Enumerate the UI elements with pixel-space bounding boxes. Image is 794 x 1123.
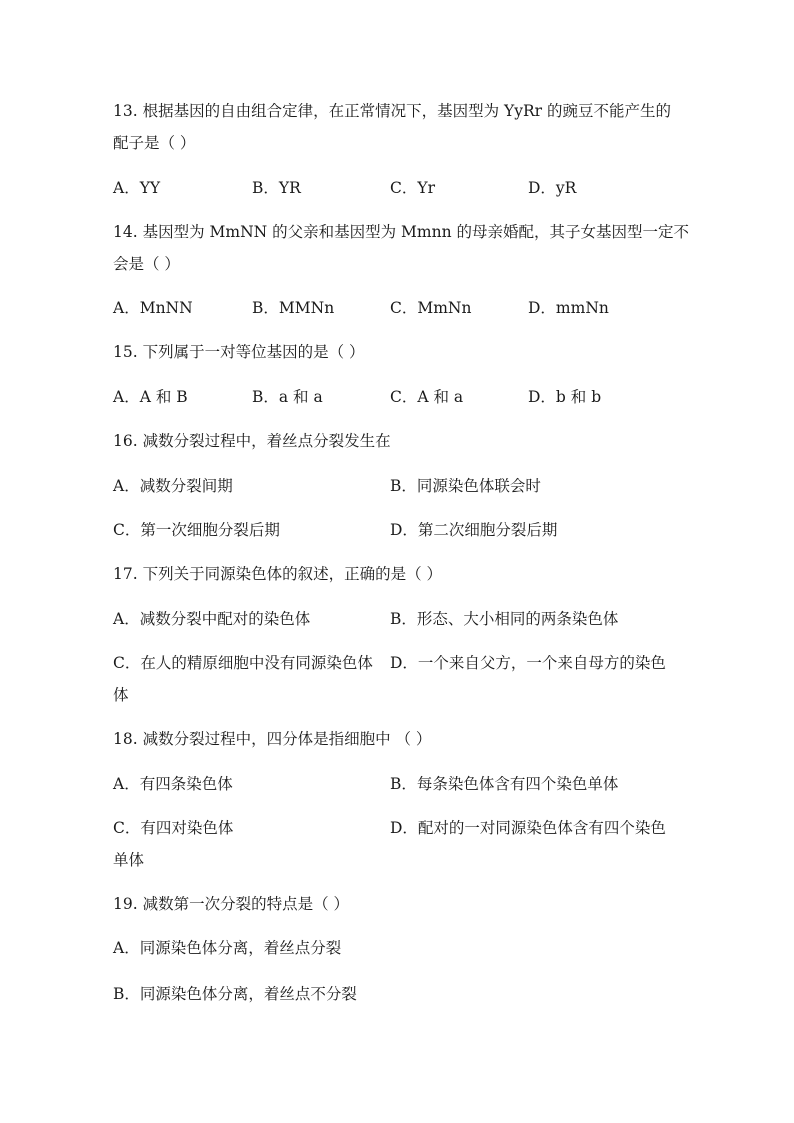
question-14-stem-line1: 14. 基因型为 MmNN 的父亲和基因型为 Mmnn 的母亲婚配，其子女基因型一定不	[113, 223, 690, 241]
question-16-option-b: B．同源染色体联会时	[390, 477, 541, 495]
question-18-option-a: A．有四条染色体	[113, 775, 233, 793]
question-18-option-b: B．每条染色体含有四个染色单体	[390, 775, 619, 793]
question-13-option-c: C．Yr	[390, 179, 436, 197]
question-16-option-d: D．第二次细胞分裂后期	[390, 521, 558, 539]
question-14-option-b: B．MMNn	[252, 299, 335, 317]
question-13-option-d: D．yR	[528, 179, 577, 197]
question-17-option-d-wrap: 体	[113, 686, 129, 704]
question-19-option-a: A．同源染色体分离，着丝点分裂	[113, 939, 342, 957]
question-15-stem: 15. 下列属于一对等位基因的是（ ）	[113, 343, 365, 361]
question-14-option-a: A．MnNN	[113, 299, 193, 317]
question-17-option-a: A．减数分裂中配对的染色体	[113, 610, 311, 628]
question-13-option-a: A．YY	[113, 179, 161, 197]
question-14-stem-line2: 会是（ ）	[113, 255, 180, 273]
question-17-option-b: B．形态、大小相同的两条染色体	[390, 610, 619, 628]
question-15-option-a: A．A 和 B	[113, 388, 188, 406]
question-14-option-d: D．mmNn	[528, 299, 609, 317]
question-15-option-b: B．a 和 a	[252, 388, 323, 406]
question-16-option-a: A．减数分裂间期	[113, 477, 233, 495]
question-15-option-d: D．b 和 b	[528, 388, 602, 406]
question-16-stem: 16. 减数分裂过程中，着丝点分裂发生在	[113, 432, 391, 450]
question-13-option-b: B．YR	[252, 179, 301, 197]
question-19-stem: 19. 减数第一次分裂的特点是（ ）	[113, 895, 350, 913]
question-17-option-d: D．一个来自父方，一个来自母方的染色	[390, 654, 666, 672]
question-18-option-c: C．有四对染色体	[113, 819, 234, 837]
question-17-option-c: C．在人的精原细胞中没有同源染色体	[113, 654, 373, 672]
question-13-stem-line2: 配子是（ ）	[113, 134, 196, 152]
question-17-stem: 17. 下列关于同源染色体的叙述，正确的是（ ）	[113, 565, 443, 583]
question-18-option-d-wrap: 单体	[113, 851, 145, 869]
question-16-option-c: C．第一次细胞分裂后期	[113, 521, 280, 539]
question-18-option-d: D．配对的一对同源染色体含有四个染色	[390, 819, 666, 837]
question-19-option-b: B．同源染色体分离，着丝点不分裂	[113, 985, 357, 1003]
question-18-stem: 18. 减数分裂过程中，四分体是指细胞中 （ ）	[113, 730, 432, 748]
question-13-stem-line1: 13. 根据基因的自由组合定律，在正常情况下，基因型为 YyRr 的豌豆不能产生的	[113, 102, 672, 120]
question-15-option-c: C．A 和 a	[390, 388, 464, 406]
question-14-option-c: C．MmNn	[390, 299, 472, 317]
